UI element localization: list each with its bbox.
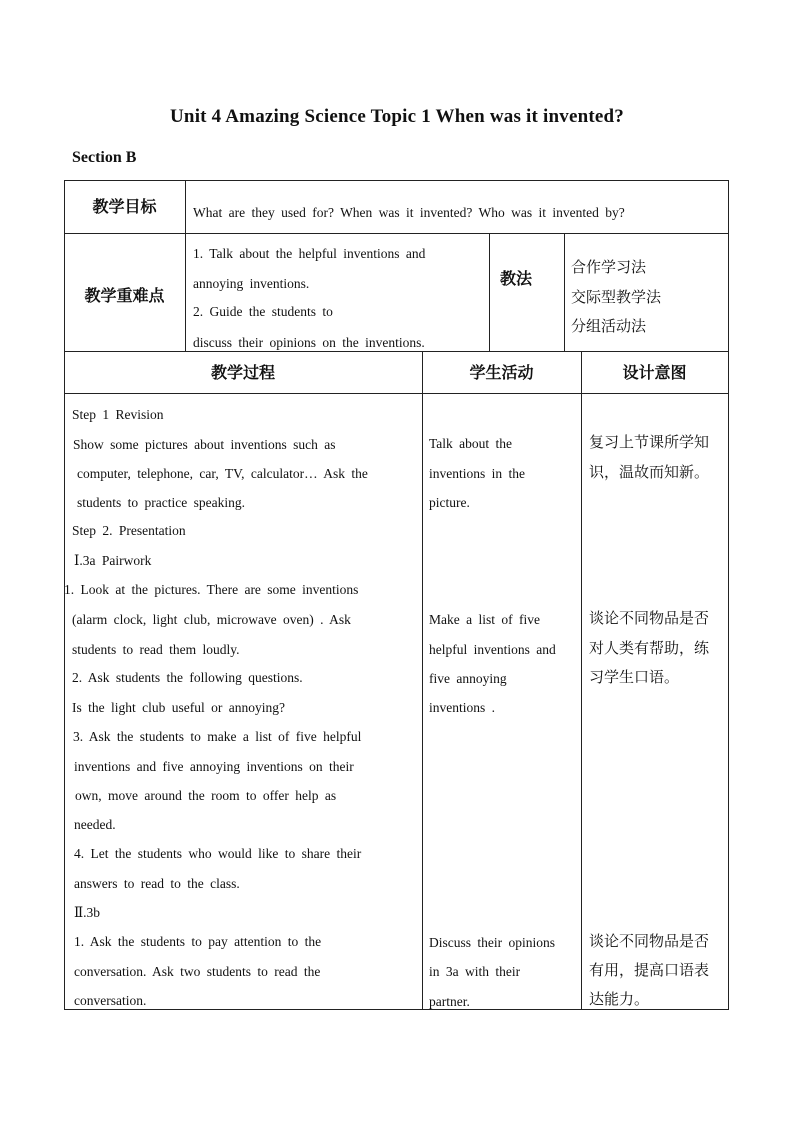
activity-line: helpful inventions and — [429, 642, 556, 657]
activity-line: in 3a with their — [429, 964, 521, 979]
process-line: 2. Ask students the following questions. — [72, 670, 303, 685]
intent-line: 识，温故而知新。 — [589, 463, 710, 481]
table-border-top — [64, 180, 729, 181]
activity-line: Discuss their opinions — [429, 935, 555, 950]
column-divider — [581, 351, 582, 1010]
method-item: 分组活动法 — [571, 317, 647, 335]
activity-line: partner. — [429, 994, 470, 1009]
column-divider — [564, 233, 565, 352]
column-divider — [185, 180, 186, 352]
process-line: students to practice speaking. — [77, 495, 245, 510]
process-line: Is the light club useful or annoying? — [72, 700, 285, 715]
activity-line: five annoying — [429, 671, 507, 686]
activity-header: 学生活动 — [469, 363, 534, 382]
table-border-bottom — [64, 1009, 729, 1010]
process-line: 4. Let the students who would like to share their — [74, 846, 362, 861]
process-header: 教学过程 — [210, 363, 275, 382]
objectives-label: 教学目标 — [92, 197, 157, 216]
process-line: needed. — [74, 817, 116, 832]
intent-line: 对人类有帮助，练 — [589, 639, 710, 657]
section-label: Section B — [72, 149, 137, 166]
table-border-right — [728, 180, 729, 1010]
key-point-line: 2. Guide the students to — [193, 304, 333, 319]
process-line: conversation. — [74, 993, 147, 1008]
row-divider — [64, 351, 729, 352]
process-line: Show some pictures about inventions such as — [73, 437, 336, 452]
intent-line: 习学生口语。 — [589, 668, 680, 686]
process-line: answers to read to the class. — [74, 876, 240, 891]
row-divider — [64, 393, 729, 394]
process-line: students to read them loudly. — [72, 642, 240, 657]
key-points-label: 教学重难点 — [84, 286, 165, 305]
process-line: (alarm clock, light club, microwave oven) . Ask — [72, 612, 351, 627]
process-line: Ⅰ.3a Pairwork — [74, 553, 152, 568]
intent-line: 有用，提高口语表 — [589, 961, 710, 979]
process-line: 3. Ask the students to make a list of five helpful — [73, 729, 362, 744]
method-item: 合作学习法 — [571, 258, 647, 276]
process-line: 1. Look at the pictures. There are some inventions — [64, 582, 359, 597]
activity-line: Make a list of five — [429, 612, 540, 627]
intent-line: 达能力。 — [589, 990, 650, 1008]
process-line: Step 2. Presentation — [72, 523, 186, 538]
objectives-content: What are they used for? When was it invented? Who was it invented by? — [193, 205, 625, 220]
column-divider — [422, 351, 423, 1010]
process-line: computer, telephone, car, TV, calculator… Ask the — [77, 466, 368, 481]
process-line: conversation. Ask two students to read the — [74, 964, 321, 979]
key-point-line: 1. Talk about the helpful inventions and — [193, 246, 426, 261]
method-item: 交际型教学法 — [571, 288, 662, 306]
process-line: Ⅱ.3b — [74, 905, 101, 920]
activity-line: picture. — [429, 495, 470, 510]
activity-line: Talk about the — [429, 436, 513, 451]
activity-line: inventions in the — [429, 466, 525, 481]
page-title: Unit 4 Amazing Science Topic 1 When was it invented? — [170, 106, 624, 127]
process-line: Step 1 Revision — [72, 407, 164, 422]
method-label: 教法 — [499, 269, 532, 288]
key-point-line: annoying inventions. — [193, 276, 310, 291]
column-divider — [489, 233, 490, 352]
intent-header: 设计意图 — [622, 363, 687, 382]
key-point-line: discuss their opinions on the inventions. — [193, 335, 425, 350]
activity-line: inventions . — [429, 700, 495, 715]
intent-line: 谈论不同物品是否 — [589, 609, 710, 627]
intent-line: 谈论不同物品是否 — [589, 932, 710, 950]
process-line: inventions and five annoying inventions on their — [74, 759, 354, 774]
process-line: own, move around the room to offer help as — [75, 788, 337, 803]
process-line: 1. Ask the students to pay attention to the — [74, 934, 322, 949]
row-divider — [64, 233, 729, 234]
intent-line: 复习上节课所学知 — [589, 433, 710, 451]
